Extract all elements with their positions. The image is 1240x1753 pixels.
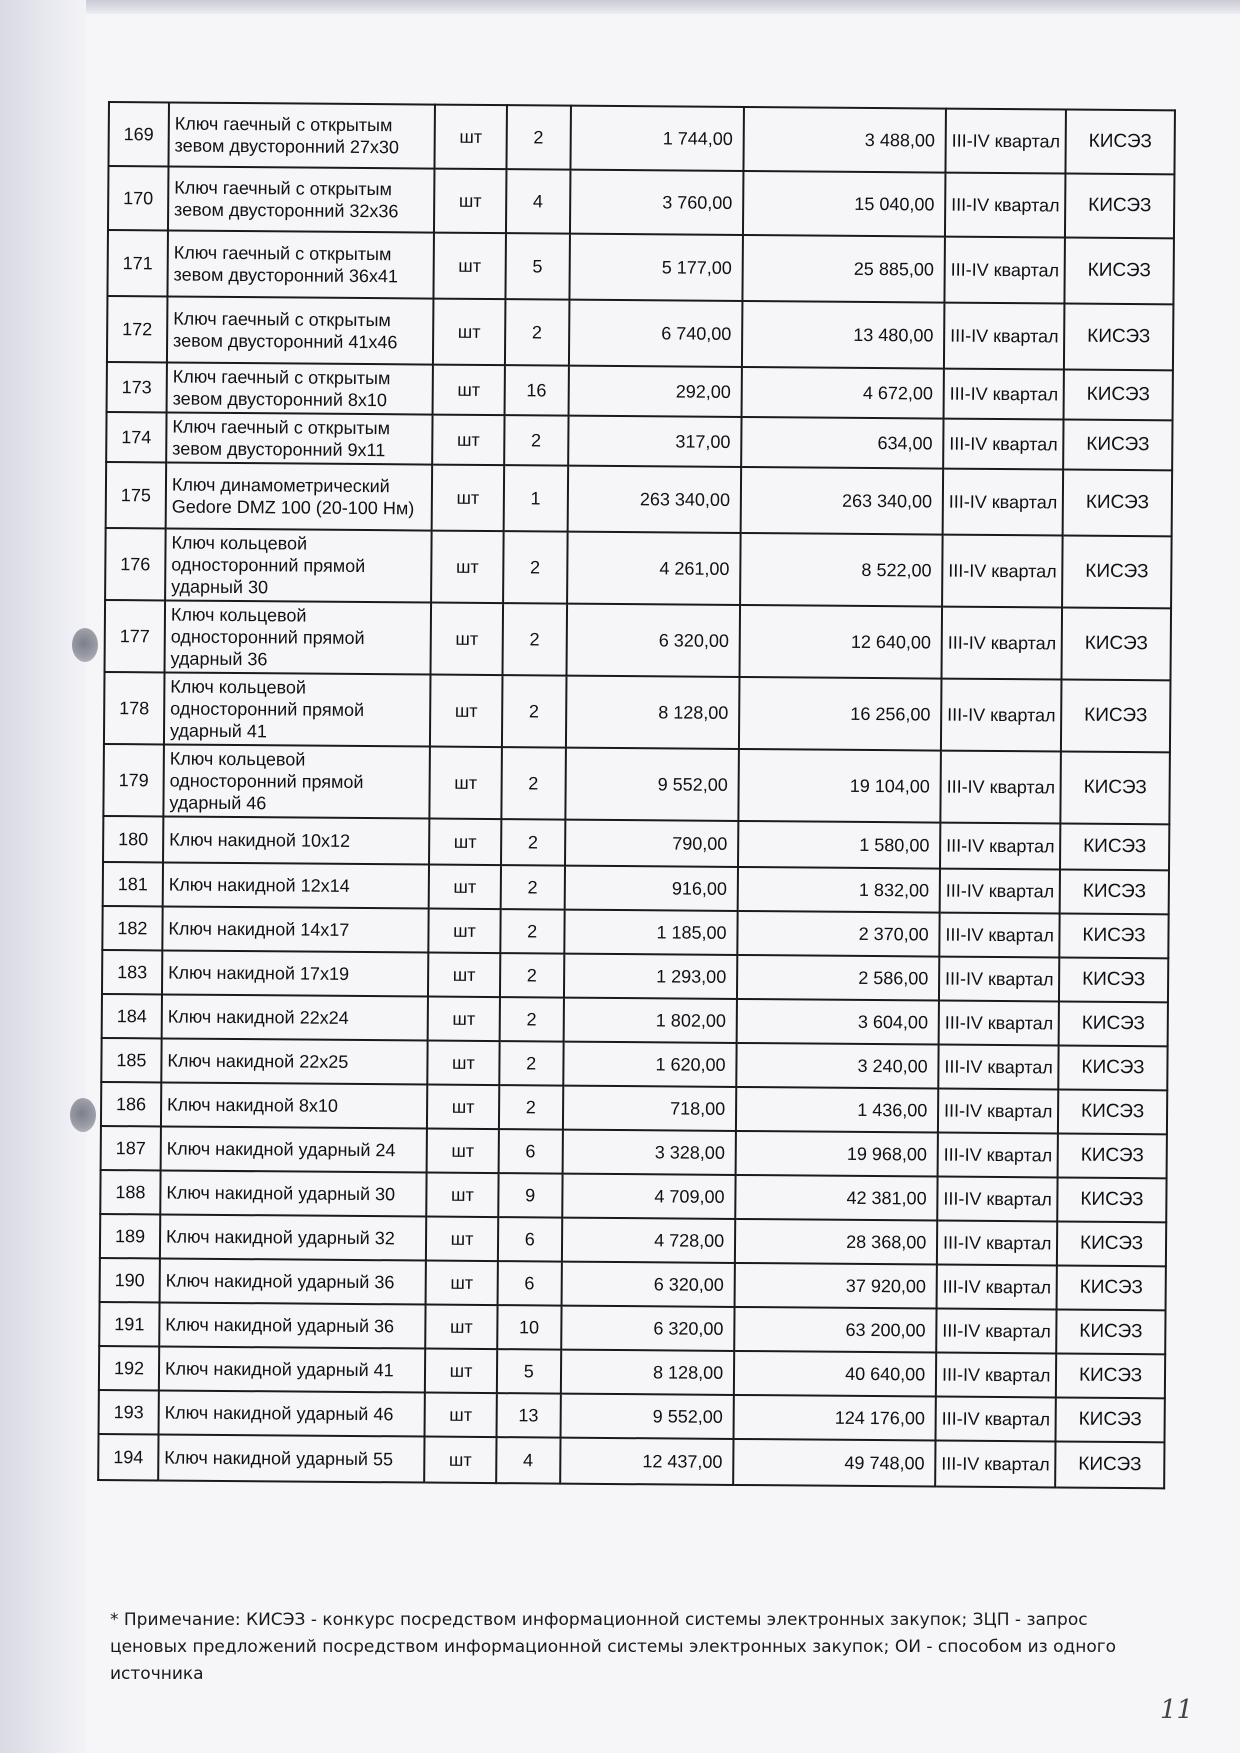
item-name: Ключ накидной ударный 41 — [159, 1346, 426, 1392]
quantity-cell: 2 — [506, 105, 571, 170]
method-cell: КИСЭЗ — [1059, 914, 1168, 959]
quantity-cell: 4 — [505, 169, 570, 234]
unit-price-cell: 6 740,00 — [569, 300, 743, 367]
total-cell: 63 200,00 — [734, 1307, 936, 1353]
method-cell: КИСЭЗ — [1057, 1177, 1166, 1222]
unit-price-cell: 1 744,00 — [570, 106, 744, 171]
item-name: Ключ гаечный с открытым зевом двусторонний 41х46 — [167, 296, 434, 364]
method-cell: КИСЭЗ — [1061, 680, 1170, 753]
punch-hole — [70, 1098, 96, 1132]
method-cell: КИСЭЗ — [1060, 752, 1169, 825]
total-cell: 19 968,00 — [736, 1131, 938, 1177]
method-cell: КИСЭЗ — [1057, 1221, 1166, 1266]
period-cell: III-IV квартал — [940, 913, 1060, 958]
period-cell: III-IV квартал — [944, 303, 1064, 370]
unit-cell: шт — [427, 1085, 498, 1130]
quantity-cell: 2 — [504, 415, 569, 466]
total-cell: 49 748,00 — [733, 1439, 935, 1487]
method-cell: КИСЭЗ — [1058, 1089, 1167, 1134]
unit-price-cell: 8 128,00 — [566, 676, 740, 749]
row-number: 176 — [105, 528, 166, 600]
row-number: 180 — [103, 816, 163, 862]
period-cell: III-IV квартал — [940, 869, 1060, 914]
scan-left-edge — [0, 0, 86, 1753]
unit-cell: шт — [427, 1173, 498, 1218]
unit-price-cell: 1 293,00 — [564, 954, 738, 999]
table-row — [105, 528, 1172, 608]
row-number: 182 — [102, 906, 162, 950]
unit-price-cell: 9 552,00 — [560, 1394, 734, 1439]
quantity-cell: 2 — [500, 909, 565, 954]
method-cell: КИСЭЗ — [1058, 1045, 1167, 1090]
method-cell: КИСЭЗ — [1062, 608, 1171, 681]
row-number: 175 — [106, 462, 166, 528]
period-cell: III-IV квартал — [938, 1045, 1058, 1090]
unit-price-cell: 4 261,00 — [567, 532, 741, 605]
unit-price-cell: 317,00 — [568, 416, 742, 467]
row-number: 184 — [102, 994, 162, 1038]
period-cell: III-IV квартал — [938, 1089, 1058, 1134]
total-cell: 3 604,00 — [737, 999, 939, 1045]
period-cell: III-IV квартал — [946, 109, 1066, 174]
row-number: 177 — [105, 600, 166, 672]
item-name: Ключ гаечный с открытым зевом двусторонний 8х10 — [167, 362, 434, 414]
quantity-cell: 2 — [502, 603, 567, 676]
total-cell: 2 586,00 — [737, 955, 939, 1001]
row-number: 186 — [101, 1082, 161, 1126]
unit-cell: шт — [429, 819, 500, 866]
item-name: Ключ накидной ударный 36 — [159, 1302, 426, 1348]
total-cell: 3 488,00 — [744, 107, 947, 173]
method-cell: КИСЭЗ — [1060, 824, 1169, 871]
item-name: Ключ накидной 22х24 — [162, 994, 429, 1040]
unit-price-cell: 6 320,00 — [566, 604, 740, 677]
row-number: 193 — [99, 1390, 159, 1434]
item-name: Ключ гаечный с открытым зевом двусторонний 27х30 — [168, 102, 435, 168]
quantity-cell: 5 — [505, 233, 570, 300]
procurement-table — [97, 101, 1176, 1489]
row-number: 188 — [100, 1170, 160, 1214]
unit-cell: шт — [433, 299, 505, 366]
period-cell: III-IV квартал — [943, 469, 1063, 536]
row-number: 181 — [103, 862, 163, 906]
quantity-cell: 2 — [504, 299, 569, 366]
row-number: 174 — [106, 412, 166, 462]
item-name: Ключ накидной 17х19 — [162, 950, 429, 996]
period-cell: III-IV квартал — [937, 1221, 1057, 1266]
unit-cell: шт — [430, 675, 502, 748]
row-number: 171 — [107, 230, 167, 296]
quantity-cell: 16 — [504, 365, 569, 416]
total-cell: 2 370,00 — [737, 911, 939, 957]
row-number: 191 — [99, 1302, 159, 1346]
unit-price-cell: 4 728,00 — [562, 1218, 736, 1263]
total-cell: 1 580,00 — [738, 821, 940, 869]
item-name: Ключ накидной ударный 36 — [160, 1258, 427, 1304]
method-cell: КИСЭЗ — [1060, 870, 1169, 915]
unit-price-cell: 790,00 — [565, 820, 739, 867]
row-number: 187 — [101, 1126, 161, 1170]
unit-cell: шт — [426, 1305, 497, 1350]
method-cell: КИСЭЗ — [1056, 1309, 1165, 1354]
unit-cell: шт — [428, 1041, 499, 1086]
unit-cell: шт — [426, 1261, 497, 1306]
period-cell: III-IV квартал — [939, 1001, 1059, 1046]
table-row — [106, 412, 1172, 470]
period-cell: III-IV квартал — [938, 1133, 1058, 1178]
total-cell: 634,00 — [741, 417, 943, 469]
unit-price-cell: 6 320,00 — [561, 1306, 735, 1351]
unit-price-cell: 6 320,00 — [561, 1262, 735, 1307]
item-name: Ключ гаечный с открытым зевом двусторонний 36х41 — [167, 230, 434, 298]
unit-cell: шт — [432, 465, 504, 532]
unit-cell: шт — [434, 169, 506, 234]
unit-price-cell: 3 328,00 — [562, 1130, 736, 1175]
period-cell: III-IV квартал — [937, 1265, 1057, 1310]
unit-cell: шт — [432, 531, 504, 604]
unit-price-cell: 3 760,00 — [570, 170, 744, 235]
total-cell: 42 381,00 — [735, 1175, 937, 1221]
unit-price-cell: 292,00 — [568, 366, 742, 417]
period-cell: III-IV квартал — [936, 1353, 1056, 1398]
table-row — [107, 362, 1173, 420]
item-name: Ключ накидной ударный 32 — [160, 1214, 427, 1260]
scan-top-shadow — [0, 0, 1240, 14]
total-cell: 15 040,00 — [743, 171, 946, 237]
table-row — [103, 744, 1170, 824]
procurement-table-container — [97, 101, 1176, 1489]
item-name: Ключ накидной 22х25 — [161, 1038, 428, 1084]
period-cell: III-IV квартал — [941, 679, 1061, 752]
total-cell: 263 340,00 — [741, 467, 944, 535]
period-cell: III-IV квартал — [945, 173, 1065, 238]
quantity-cell: 2 — [499, 953, 564, 998]
method-cell: КИСЭЗ — [1056, 1397, 1165, 1442]
total-cell: 3 240,00 — [736, 1043, 938, 1089]
unit-cell: шт — [431, 603, 503, 676]
unit-cell: шт — [427, 1129, 498, 1174]
unit-price-cell: 1 620,00 — [563, 1042, 737, 1087]
total-cell: 37 920,00 — [735, 1263, 937, 1309]
unit-cell: шт — [430, 747, 502, 820]
method-cell: КИСЭЗ — [1062, 536, 1171, 609]
table-row — [106, 462, 1172, 536]
item-name: Ключ накидной 10х12 — [163, 816, 430, 864]
quantity-cell: 2 — [499, 997, 564, 1042]
row-number: 179 — [103, 744, 164, 816]
quantity-cell: 2 — [498, 1085, 563, 1130]
unit-cell: шт — [428, 997, 499, 1042]
unit-price-cell: 8 128,00 — [561, 1350, 735, 1395]
unit-cell: шт — [435, 105, 507, 170]
period-cell: III-IV квартал — [945, 237, 1065, 304]
row-number: 178 — [104, 672, 165, 744]
item-name: Ключ накидной 8х10 — [161, 1082, 428, 1128]
item-name: Ключ кольцевой односторонний прямой ударный 36 — [164, 600, 431, 674]
total-cell: 13 480,00 — [742, 301, 945, 369]
table-row — [103, 816, 1169, 870]
item-name: Ключ динамометрический Gedore DMZ 100 (20-100 Нм) — [166, 462, 433, 530]
unit-price-cell: 12 437,00 — [560, 1438, 734, 1485]
quantity-cell: 9 — [498, 1173, 563, 1218]
table-row — [107, 296, 1173, 370]
punch-hole — [72, 628, 98, 662]
method-cell: КИСЭЗ — [1064, 304, 1173, 371]
row-number: 170 — [108, 166, 168, 230]
method-cell: КИСЭЗ — [1065, 174, 1174, 239]
item-name: Ключ накидной 14х17 — [162, 906, 429, 952]
unit-cell: шт — [425, 1437, 496, 1484]
method-cell: КИСЭЗ — [1055, 1441, 1164, 1488]
quantity-cell: 2 — [501, 675, 566, 748]
period-cell: III-IV квартал — [943, 419, 1063, 470]
page-number: 11 — [1160, 1695, 1194, 1725]
quantity-cell: 2 — [499, 1041, 564, 1086]
footnote: * Примечание: КИСЭЗ - конкурс посредством информационной системы электронных закупок; ЗЦП - запрос ценовых предложений посредством информационной системы электронных закупок; ОИ - способом из одного источника — [110, 1610, 1117, 1684]
method-cell: КИСЭЗ — [1066, 110, 1175, 175]
unit-cell: шт — [433, 365, 504, 416]
period-cell: III-IV квартал — [942, 607, 1062, 680]
method-cell: КИСЭЗ — [1059, 1001, 1168, 1046]
row-number: 173 — [107, 362, 167, 412]
quantity-cell: 2 — [501, 819, 566, 866]
unit-cell: шт — [425, 1349, 496, 1394]
quantity-cell: 6 — [497, 1217, 562, 1262]
item-name: Ключ накидной ударный 30 — [160, 1170, 427, 1216]
row-number: 183 — [102, 950, 162, 994]
quantity-cell: 10 — [497, 1305, 562, 1350]
period-cell: III-IV квартал — [940, 823, 1060, 870]
unit-price-cell: 718,00 — [563, 1086, 737, 1131]
unit-cell: шт — [425, 1393, 496, 1438]
period-cell: III-IV квартал — [937, 1177, 1057, 1222]
quantity-cell: 6 — [498, 1129, 563, 1174]
unit-price-cell: 1 802,00 — [564, 998, 738, 1043]
unit-cell: шт — [426, 1217, 497, 1262]
unit-price-cell: 916,00 — [565, 866, 739, 911]
row-number: 169 — [108, 102, 168, 166]
method-cell: КИСЭЗ — [1058, 1133, 1167, 1178]
unit-cell: шт — [433, 415, 504, 466]
unit-cell: шт — [434, 233, 506, 300]
row-number: 189 — [100, 1214, 160, 1258]
unit-price-cell: 4 709,00 — [562, 1174, 736, 1219]
row-number: 172 — [107, 296, 167, 362]
item-name: Ключ накидной ударный 55 — [158, 1434, 425, 1482]
quantity-cell: 4 — [496, 1437, 561, 1484]
method-cell: КИСЭЗ — [1059, 957, 1168, 1002]
period-cell: III-IV квартал — [941, 751, 1061, 824]
total-cell: 1 436,00 — [736, 1087, 938, 1133]
period-cell: III-IV квартал — [942, 535, 1062, 608]
method-cell: КИСЭЗ — [1064, 370, 1173, 421]
total-cell: 40 640,00 — [734, 1351, 936, 1397]
period-cell: III-IV квартал — [936, 1397, 1056, 1442]
quantity-cell: 2 — [500, 865, 565, 910]
item-name: Ключ гаечный с открытым зевом двусторонний 32х36 — [168, 166, 435, 232]
table-row — [104, 672, 1171, 752]
row-number: 194 — [98, 1434, 158, 1480]
method-cell: КИСЭЗ — [1056, 1353, 1165, 1398]
unit-price-cell: 5 177,00 — [569, 234, 743, 301]
row-number: 185 — [101, 1038, 161, 1082]
table-row — [105, 600, 1172, 680]
total-cell: 1 832,00 — [738, 867, 940, 913]
method-cell: КИСЭЗ — [1065, 238, 1174, 305]
total-cell: 4 672,00 — [742, 367, 944, 419]
item-name: Ключ кольцевой односторонний прямой ударный 46 — [163, 744, 430, 818]
quantity-cell: 5 — [496, 1349, 561, 1394]
total-cell: 19 104,00 — [738, 749, 941, 823]
total-cell: 8 522,00 — [740, 533, 943, 607]
item-name: Ключ гаечный с открытым зевом двусторонний 9х11 — [166, 412, 433, 464]
item-name: Ключ накидной ударный 24 — [161, 1126, 428, 1172]
method-cell: КИСЭЗ — [1057, 1265, 1166, 1310]
unit-price-cell: 1 185,00 — [564, 910, 738, 955]
table-row — [107, 230, 1173, 304]
total-cell: 12 640,00 — [740, 605, 943, 679]
table-row — [98, 1434, 1164, 1488]
period-cell: III-IV квартал — [939, 957, 1059, 1002]
quantity-cell: 6 — [497, 1261, 562, 1306]
method-cell: КИСЭЗ — [1063, 470, 1172, 537]
unit-cell: шт — [428, 953, 499, 998]
unit-price-cell: 9 552,00 — [565, 748, 739, 821]
total-cell: 28 368,00 — [735, 1219, 937, 1265]
row-number: 190 — [100, 1258, 160, 1302]
table-body — [98, 102, 1175, 1488]
method-cell: КИСЭЗ — [1063, 420, 1172, 471]
item-name: Ключ кольцевой односторонний прямой ударный 41 — [164, 672, 431, 746]
table-row — [108, 102, 1174, 174]
period-cell: III-IV квартал — [935, 1441, 1055, 1488]
quantity-cell: 2 — [501, 747, 566, 820]
unit-cell: шт — [429, 865, 500, 910]
quantity-cell: 13 — [496, 1393, 561, 1438]
row-number: 192 — [99, 1346, 159, 1390]
unit-price-cell: 263 340,00 — [568, 466, 742, 533]
period-cell: III-IV квартал — [944, 369, 1064, 420]
period-cell: III-IV квартал — [936, 1309, 1056, 1354]
table-row — [108, 166, 1174, 238]
unit-cell: шт — [429, 909, 500, 954]
total-cell: 16 256,00 — [739, 677, 942, 751]
item-name: Ключ кольцевой односторонний прямой ударный 30 — [165, 528, 432, 602]
quantity-cell: 2 — [503, 531, 568, 604]
item-name: Ключ накидной ударный 46 — [158, 1390, 425, 1436]
quantity-cell: 1 — [503, 465, 568, 532]
item-name: Ключ накидной 12х14 — [163, 862, 430, 908]
total-cell: 124 176,00 — [734, 1395, 936, 1441]
total-cell: 25 885,00 — [743, 235, 946, 303]
